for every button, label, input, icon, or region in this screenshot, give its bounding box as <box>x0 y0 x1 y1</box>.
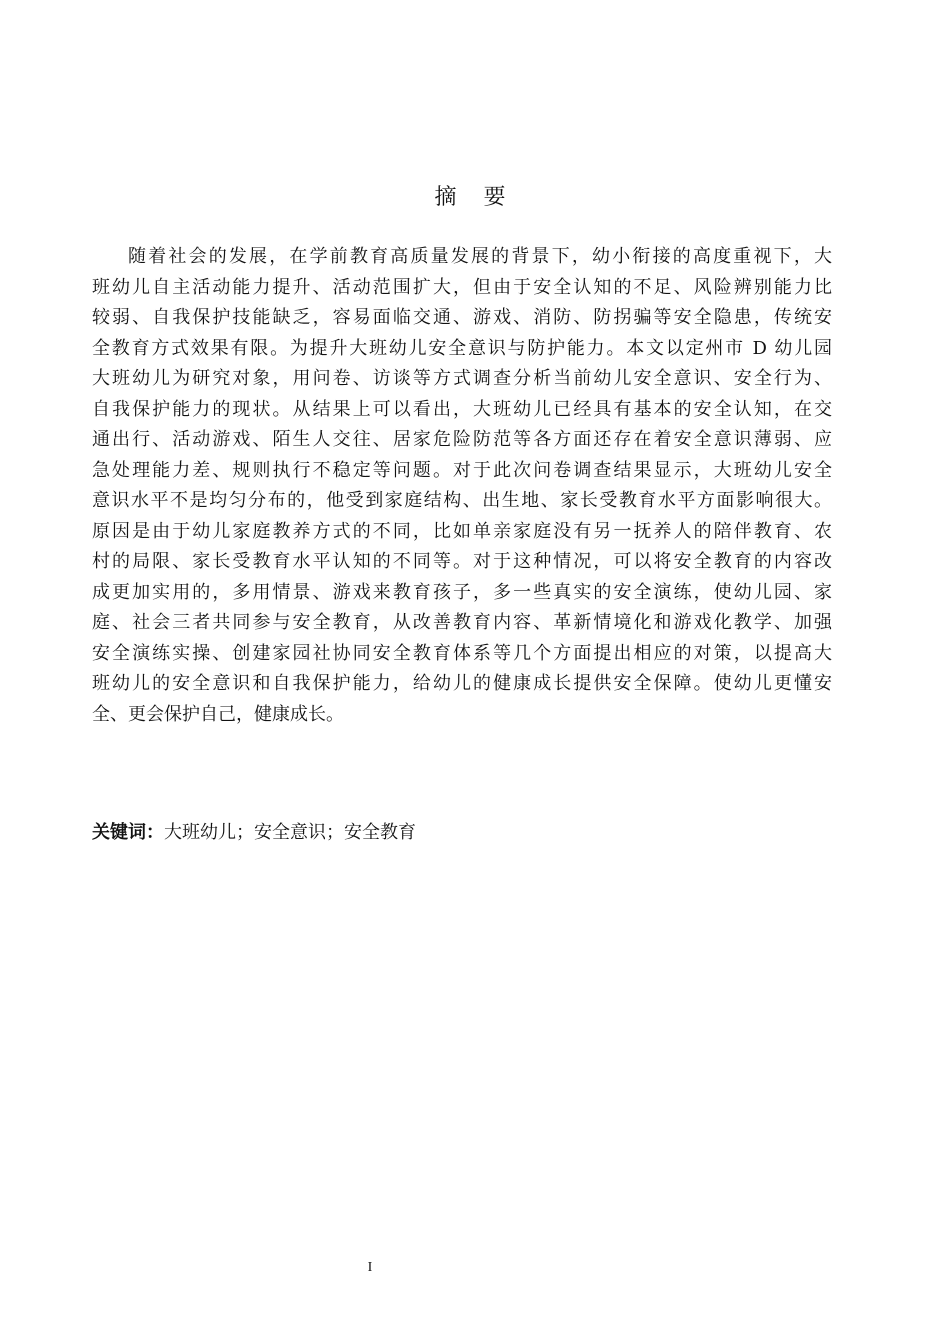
abstract-line: 安全演练实操、创建家园社协同安全教育体系等几个方面提出相应的对策，以提高大 <box>92 642 832 664</box>
keywords <box>92 818 416 848</box>
abstract-line: 全教育方式效果有限。为提升大班幼儿安全意识与防护能力。本文以定州市 D 幼儿园 <box>92 337 832 359</box>
abstract-line: 成更加实用的，多用情景、游戏来教育孩子，多一些真实的安全演练，使幼儿园、家 <box>92 581 832 603</box>
abstract-line: 原因是由于幼儿家庭教养方式的不同，比如单亲家庭没有另一抚养人的陪伴教育、农 <box>92 520 832 542</box>
page-number: I <box>367 1260 373 1275</box>
abstract-line: 班幼儿的安全意识和自我保护能力，给幼儿的健康成长提供安全保障。使幼儿更懂安 <box>92 673 832 694</box>
abstract-line: 通出行、活动游戏、陌生人交往、居家危险防范等各方面还存在着安全意识薄弱、应 <box>92 429 832 450</box>
keywords-label: 关键词： <box>92 822 164 843</box>
abstract-line: 急处理能力差、规则执行不稳定等问题。对于此次问卷调查结果显示，大班幼儿安全 <box>92 459 832 481</box>
abstract-line: 庭、社会三者共同参与安全教育，从改善教育内容、革新情境化和游戏化教学、加强 <box>92 612 832 633</box>
abstract-line: 较弱、自我保护技能缺乏，容易面临交通、游戏、消防、防拐骗等安全隐患，传统安 <box>92 307 832 328</box>
keywords-value: 大班幼儿；安全意识；安全教育 <box>164 822 416 843</box>
abstract-line: 自我保护能力的现状。从结果上可以看出，大班幼儿已经具有基本的安全认知，在交 <box>92 398 832 420</box>
abstract-line: 意识水平不是均匀分布的，他受到家庭结构、出生地、家长受教育水平方面影响很大。 <box>92 490 832 511</box>
abstract-line: 大班幼儿为研究对象，用问卷、访谈等方式调查分析当前幼儿安全意识、安全行为、 <box>92 368 832 389</box>
abstract-line: 随着社会的发展，在学前教育高质量发展的背景下，幼小衔接的高度重视下，大 <box>128 246 832 267</box>
abstract-line: 村的局限、家长受教育水平认知的不同等。对于这种情况，可以将安全教育的内容改 <box>92 551 832 572</box>
abstract-line: 班幼儿自主活动能力提升、活动范围扩大，但由于安全认知的不足、风险辨别能力比 <box>92 276 832 298</box>
abstract-line: 全、更会保护自己，健康成长。 <box>92 703 344 725</box>
abstract-title: 摘 要 <box>434 185 516 210</box>
abstract-body <box>92 242 832 730</box>
